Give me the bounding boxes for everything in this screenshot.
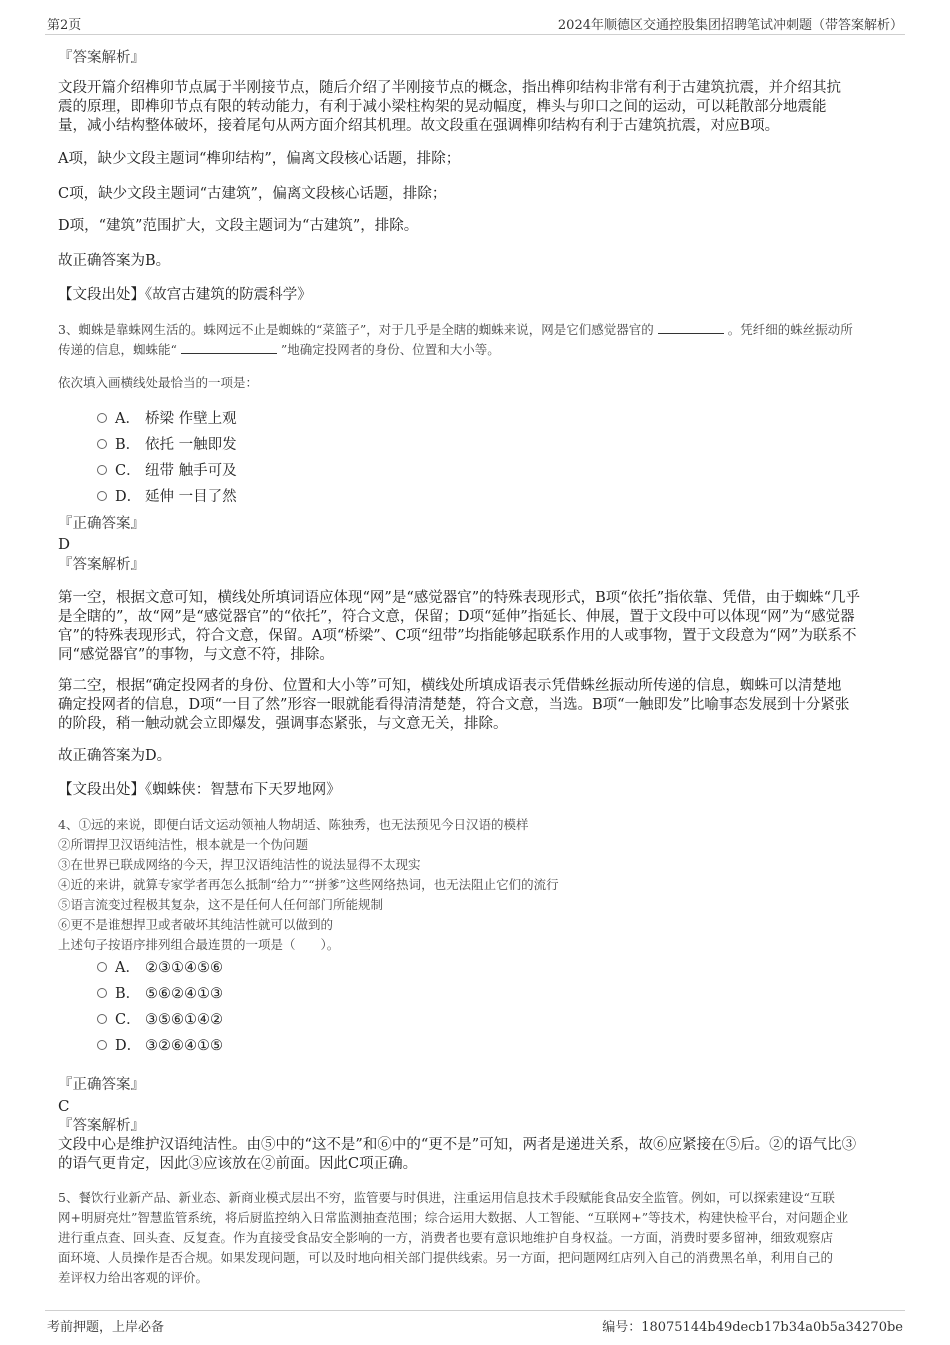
document-title: 2024年顺德区交通控股集团招聘笔试冲刺题（带答案解析） — [557, 18, 903, 33]
q2-source: 【文段出处】《故宫古建筑的防震科学》 — [58, 287, 312, 303]
radio-icon[interactable] — [97, 465, 107, 475]
q4-correct-answer: C — [58, 1097, 70, 1115]
radio-icon[interactable] — [97, 1014, 107, 1024]
q4-analysis-heading: 『答案解析』 — [58, 1118, 145, 1134]
radio-icon[interactable] — [97, 962, 107, 972]
q4-option-c[interactable]: C． ③⑤⑥①④② — [97, 1010, 223, 1030]
q2-option-d-note: D项，“建筑”范围扩大，文段主题词为“古建筑”，排除。 — [58, 218, 419, 234]
q3-stem-text: 。凭纤细的蛛丝振动所 — [727, 322, 853, 337]
q3-option-c[interactable]: C． 纽带 触手可及 — [97, 461, 237, 481]
q3-stem — [58, 320, 888, 360]
q2-option-a-note: A项，缺少文段主题词“榫卯结构”，偏离文段核心话题，排除； — [58, 151, 461, 167]
q3-option-d[interactable]: D． 延伸 一目了然 — [97, 487, 237, 507]
q3-source: 【文段出处】《蜘蛛侠：智慧布下天罗地网》 — [58, 782, 341, 798]
answer-blank-2 — [181, 341, 277, 354]
q2-option-c-note: C项，缺少文段主题词“古建筑”，偏离文段核心话题，排除； — [58, 186, 447, 202]
page-footer — [45, 1310, 905, 1333]
radio-icon[interactable] — [97, 491, 107, 501]
q4-correct-heading: 『正确答案』 — [58, 1077, 145, 1093]
q3-correct-answer: D — [58, 535, 71, 553]
q4-option-a[interactable]: A． ②③①④⑤⑥ — [97, 958, 223, 978]
answer-blank-1 — [658, 321, 724, 334]
radio-icon[interactable] — [97, 439, 107, 449]
q3-prompt: 依次填入画横线处最恰当的一项是： — [58, 375, 259, 390]
q2-conclusion: 故正确答案为B。 — [58, 253, 171, 269]
q3-correct-heading: 『正确答案』 — [58, 516, 145, 532]
q2-analysis-heading: 『答案解析』 — [58, 50, 145, 66]
q3-stem-text: ”地确定投网者的身份、位置和大小等。 — [280, 342, 500, 357]
q3-analysis-heading: 『答案解析』 — [58, 557, 145, 573]
q2-analysis — [58, 79, 888, 136]
footer-slogan: 考前押题，上岸必备 — [47, 1320, 165, 1335]
page-number: 第2页 — [47, 18, 82, 33]
q3-stem-text: 传递的信息，蜘蛛能“ — [58, 342, 177, 357]
q4-option-d[interactable]: D． ③②⑥④①⑤ — [97, 1036, 223, 1056]
q4-analysis: 文段中心是维护汉语纯洁性。由⑤中的“这不是”和⑥中的“更不是”可知，两者是递进关系，故⑥应紧接在⑤后。②的语气比③ 的语气更肯定，因此③应该放在②前面。因此C项正确。 — [58, 1137, 857, 1172]
q3-analysis-para1: 第一空，根据文意可知，横线处所填词语应体现“网”是“感觉器官”的特殊表现形式，B项“依托”指依靠、凭借，由于蜘蛛“几乎 是全瞎的”，故“网”是“感觉器官”的“依托”，符合文意，保留；D项“延伸”指延长、伸展，置于文段中可以体现“网”为“感觉器 官”的特殊表现形式，符合文意，保留。A项“桥梁”、C项“纽带”均指能够起联系作用的人或事物，置于文段意为“网”为联系不 同“感觉器官”的事物，与文意不符，排除。 — [58, 590, 861, 663]
q3-conclusion: 故正确答案为D。 — [58, 748, 172, 764]
radio-icon[interactable] — [97, 1040, 107, 1050]
document-serial: 编号：18075144b49decb17b34a0b5a34270be — [602, 1320, 903, 1335]
q2-analysis-line: 文段开篇介绍榫卯节点属于半刚接节点，随后介绍了半刚接节点的概念，指出榫卯结构非常有利于古建筑抗震，并介绍其抗 — [58, 80, 841, 96]
q4-stem: 4、①远的来说，即便白话文运动领袖人物胡适、陈独秀，也无法预见今日汉语的模样 ②所谓捍卫汉语纯洁性，根本就是一个伪问题 ③在世界已联成网络的今天，捍卫汉语纯洁性的说法显得不太现实 ④近的来讲，就算专家学者再怎么抵制“给力”“拼爹”这些网络热词，也无法阻止它们的流行 ⑤语言流变过程极其复杂，这不是任何人任何部门所能规制 ⑥更不是谁想捍卫或者破坏其纯洁性就可以做到的 上述句子按语序排列组合最连贯的一项是（ ）。 — [58, 817, 559, 952]
q3-analysis-para2: 第二空，根据“确定投网者的身份、位置和大小等”可知，横线处所填成语表示凭借蛛丝振动所传递的信息，蜘蛛可以清楚地 确定投网者的信息，D项“一目了然”形容一眼就能看得清清楚楚，符合文意，当选。B项“一触即发”比喻事态发展到十分紧张 的阶段，稍一触动就会立即爆发，强调事态紧张，与文意无关，排除。 — [58, 678, 850, 732]
radio-icon[interactable] — [97, 988, 107, 998]
q4-option-b[interactable]: B． ⑤⑥②④①③ — [97, 984, 223, 1004]
page-header — [45, 12, 905, 35]
q3-stem-text: 3、蜘蛛是靠蛛网生活的。蛛网远不止是蜘蛛的“菜篮子”，对于几乎是全瞎的蜘蛛来说，网是它们感觉器官的 — [58, 322, 654, 337]
q5-stem: 5、餐饮行业新产品、新业态、新商业模式层出不穷，监管要与时俱进，注重运用信息技术手段赋能食品安全监管。例如，可以探索建设“互联 网+明厨亮灶”智慧监管系统，将后厨监控纳入日常监测抽查范围；综合运用大数据、人工智能、“互联网+”等技术，构建快检平台，对问题企业 进行重点查、回头查、反复查。作为直接受食品安全影响的一方，消费者也要有意识地维护自身权益。一方面，消费时要多留神，细致观察店 面环境、人员操作是否合规。如果发现问题，可以及时地向相关部门提供线索。另一方面，把问题网红店列入自己的消费黑名单，利用自己的 差评权力给出客观的评价。 — [58, 1190, 849, 1285]
q2-analysis-line: 量，减小结构整体破坏，接着尾句从两方面介绍其机理。故文段重在强调榫卯结构有利于古建筑抗震，对应B项。 — [58, 118, 780, 134]
q2-analysis-line: 震的原理，即榫卯节点有限的转动能力，有利于减小梁柱构架的晃动幅度，榫头与卯口之间的运动，可以耗散部分地震能 — [58, 99, 827, 115]
q3-option-a[interactable]: A． 桥梁 作壁上观 — [97, 409, 237, 429]
q3-option-b[interactable]: B． 依托 一触即发 — [97, 435, 237, 455]
radio-icon[interactable] — [97, 413, 107, 423]
